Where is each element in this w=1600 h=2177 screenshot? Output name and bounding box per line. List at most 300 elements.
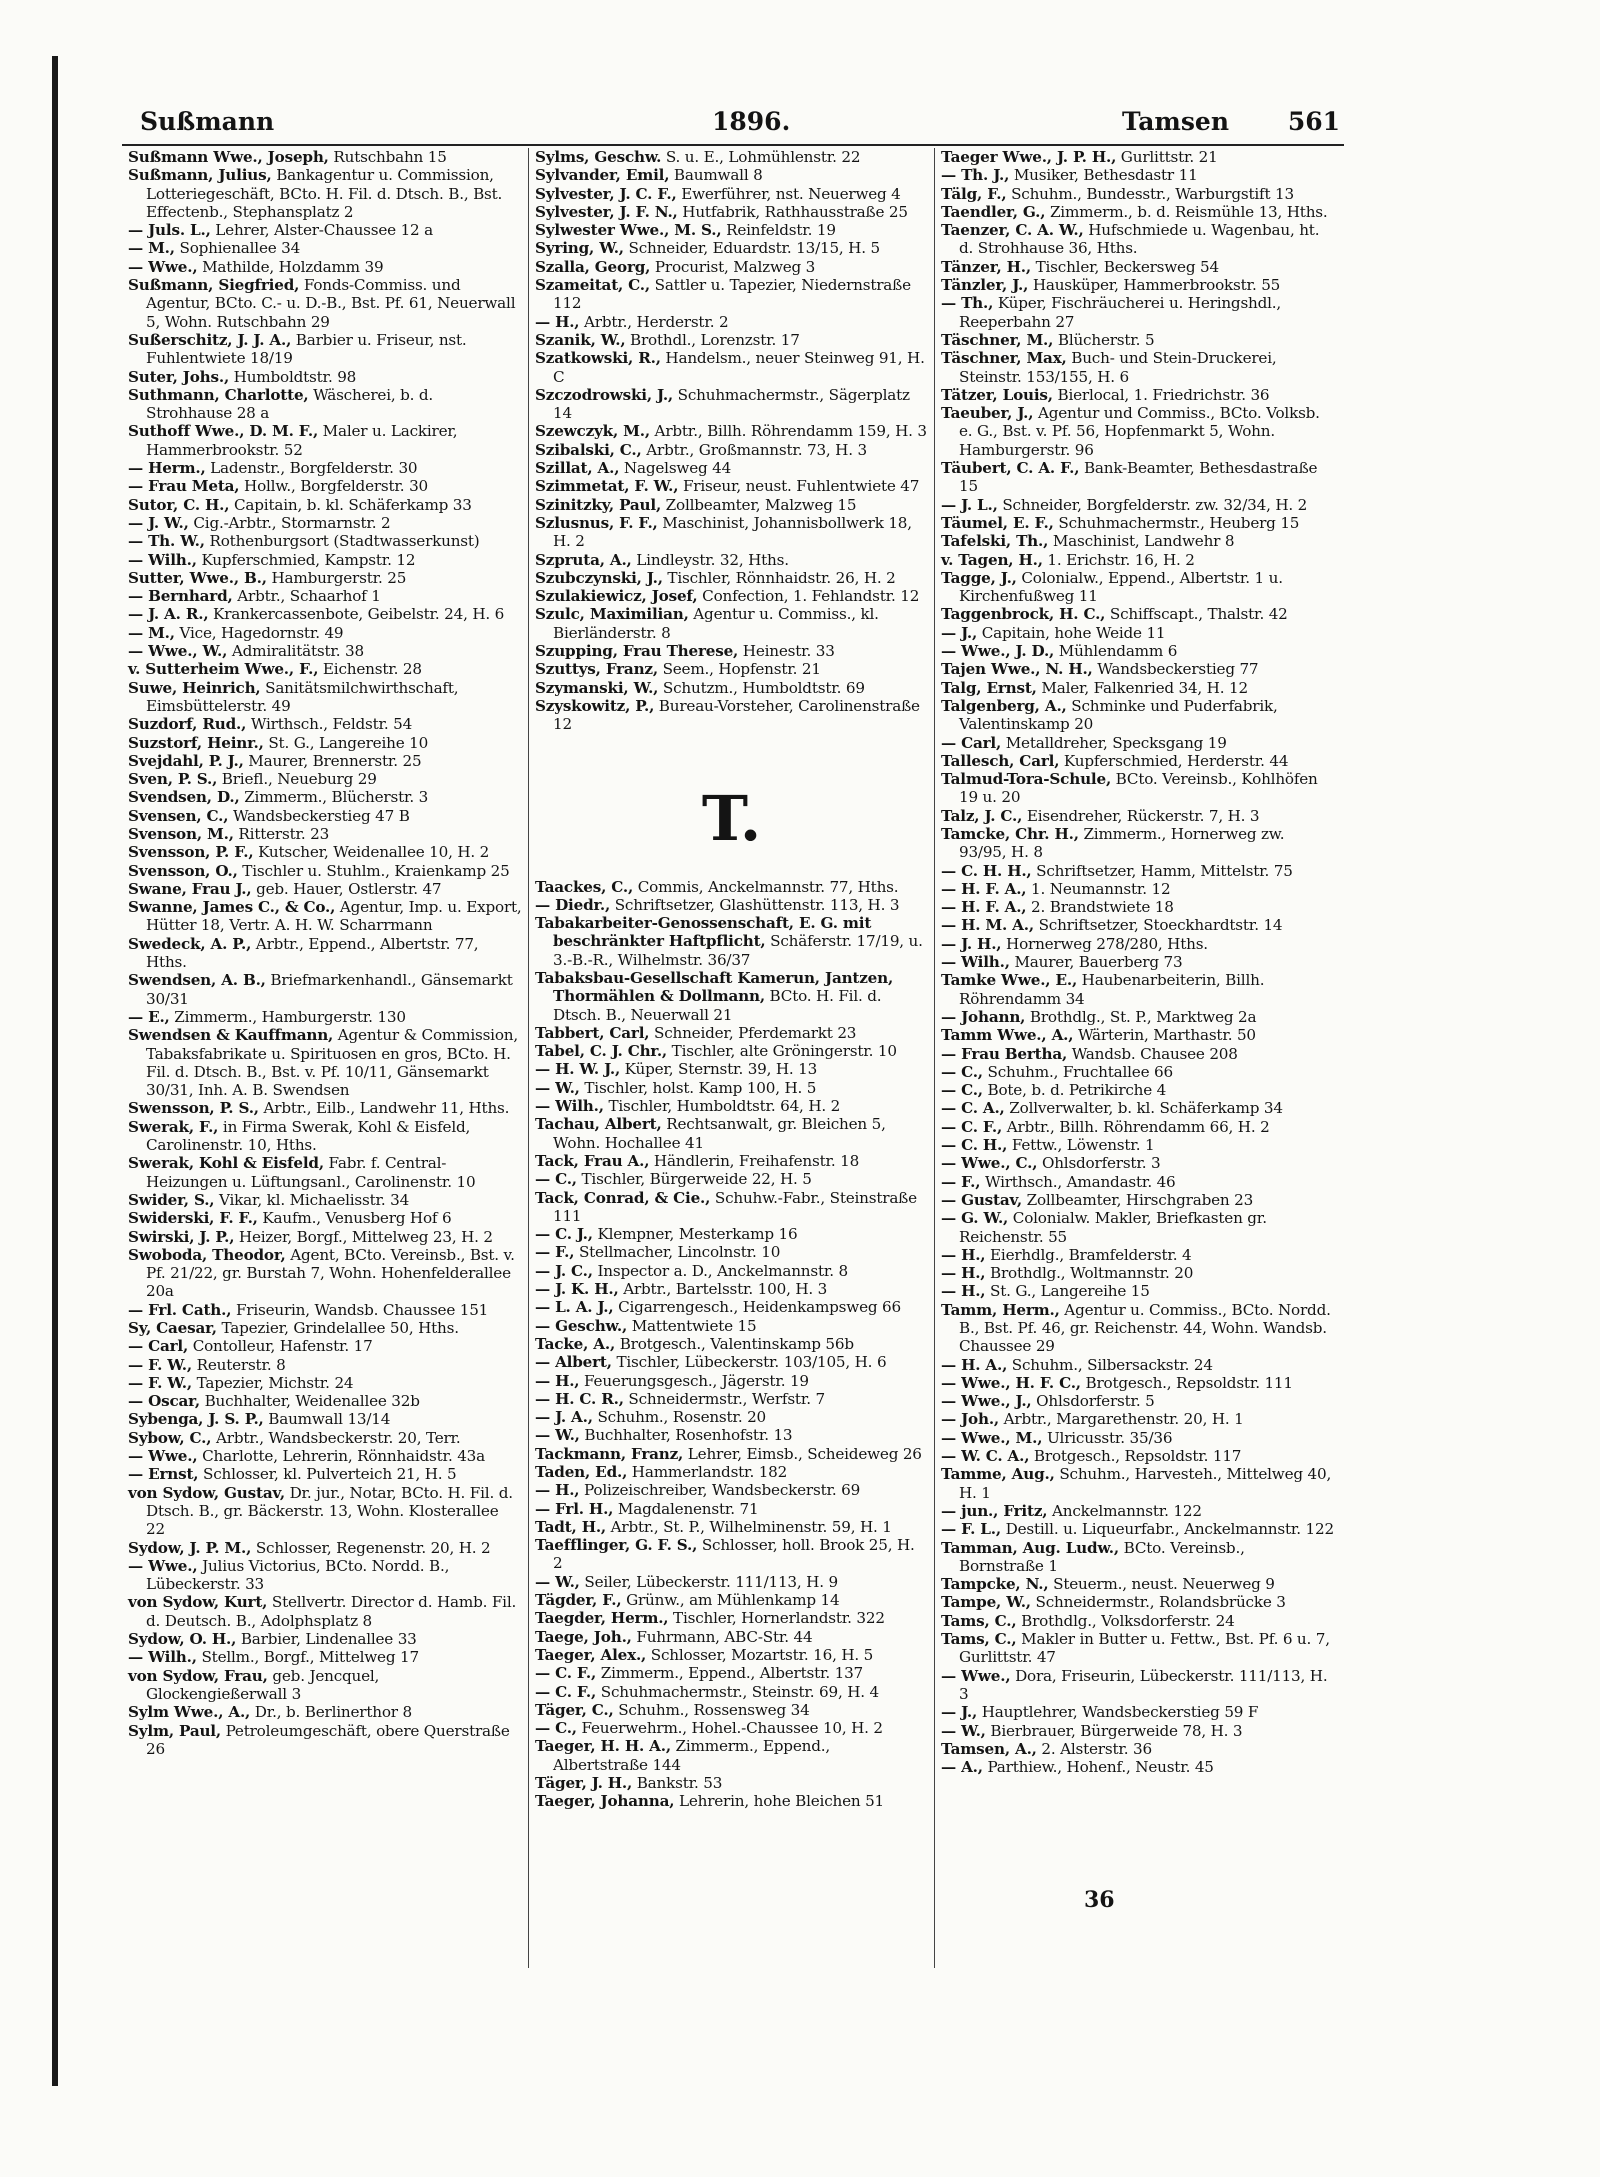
directory-entry	[535, 477, 928, 495]
directory-entry	[941, 185, 1334, 203]
entry-name: — H.,	[535, 1481, 580, 1500]
directory-entry	[535, 896, 928, 914]
directory-entry	[128, 368, 522, 386]
directory-entry	[941, 1081, 1334, 1099]
entry-name: Taendler, G.,	[941, 202, 1046, 221]
sheet-number: 36	[1084, 1887, 1115, 1913]
entry-details: Petroleumgeschäft, obere Querstraße 26	[146, 1721, 510, 1758]
entry-details: Colonialw. Makler, Briefkasten gr. Reichenstr. 55	[959, 1209, 1267, 1246]
entry-details: Schlosser, Mozartstr. 16, H. 5	[646, 1645, 874, 1664]
entry-details: Bierbrauer, Bürgerweide 78, H. 3	[985, 1721, 1243, 1740]
directory-entry	[941, 953, 1334, 971]
directory-entry	[128, 1026, 522, 1099]
entry-name: Swane, Frau J.,	[128, 879, 252, 898]
entry-details: Schuhm., Harvesteh., Mittelweg 40, H. 1	[959, 1465, 1332, 1502]
entry-details: Anckelmannstr. 122	[1047, 1501, 1202, 1520]
entry-name: Tams, C.,	[941, 1611, 1017, 1630]
directory-entry	[941, 1246, 1334, 1264]
entry-details: Sophienallee 34	[174, 239, 301, 258]
directory-entry	[941, 1392, 1334, 1410]
directory-entry	[941, 916, 1334, 934]
directory-entry	[941, 935, 1334, 953]
directory-entry	[128, 532, 522, 550]
entry-details: Tischler u. Stuhlm., Kraienkamp 25	[237, 861, 510, 880]
directory-entry	[941, 1447, 1334, 1465]
directory-entry	[128, 276, 522, 331]
entry-details: Brotgesch., Repsoldstr. 117	[1029, 1447, 1242, 1466]
entry-name: Taackes, C.,	[535, 877, 634, 896]
directory-entry	[128, 422, 522, 459]
entry-name: Tamm, Herm.,	[941, 1300, 1060, 1319]
entry-name: Täger, C.,	[535, 1700, 614, 1719]
entry-name: Swendsen & Kauffmann,	[128, 1026, 334, 1045]
directory-entry	[128, 1356, 522, 1374]
entry-details: Barbier, Lindenallee 33	[236, 1630, 417, 1649]
entry-name: Tackmann, Franz,	[535, 1444, 684, 1463]
directory-entry	[535, 551, 928, 569]
entry-details: Brothdlg., Volksdorferstr. 24	[1016, 1611, 1235, 1630]
directory-entry	[941, 1374, 1334, 1392]
directory-entry	[128, 1118, 522, 1155]
entry-name: — A.,	[941, 1758, 983, 1777]
entry-details: Makler in Butter u. Fettw., Bst. Pf. 6 u. 7, Gurlittstr. 47	[959, 1630, 1330, 1667]
entry-name: — E.,	[128, 1007, 170, 1026]
entry-name: — M.,	[128, 239, 175, 258]
entry-name: Szimmetat, F. W.,	[535, 477, 679, 496]
directory-entry	[128, 898, 522, 935]
entry-name: Tafelski, Th.,	[941, 532, 1049, 551]
directory-entry	[941, 1136, 1334, 1154]
directory-entry	[128, 1447, 522, 1465]
entry-name: — H.,	[535, 312, 580, 331]
directory-entry	[941, 1740, 1334, 1758]
directory-entry	[941, 1539, 1334, 1576]
entry-name: — J. C.,	[535, 1261, 593, 1280]
directory-entry	[535, 514, 928, 551]
entry-name: — C.,	[535, 1719, 577, 1738]
entry-details: Sattler u. Tapezier, Niedernstraße 112	[553, 276, 911, 313]
entry-name: Sy, Caesar,	[128, 1319, 217, 1337]
entry-details: Buchhalter, Rosenhofstr. 13	[579, 1426, 793, 1445]
entry-name: — Wwe., J.,	[941, 1392, 1032, 1411]
directory-entry	[535, 1609, 928, 1627]
entry-name: — J. H.,	[941, 934, 1002, 953]
page-number: 561	[1287, 107, 1340, 136]
entry-details: Sanitätsmilchwirthschaft, Eimsbüttelerstr. 49	[146, 678, 459, 715]
entry-name: Täumel, E. F.,	[941, 513, 1054, 532]
directory-entry	[941, 221, 1334, 258]
entry-name: Sylm, Paul,	[128, 1721, 221, 1740]
entry-name: Swendsen, A. B.,	[128, 971, 266, 990]
directory-entry	[535, 642, 928, 660]
entry-details: Schminke und Puderfabrik, Valentinskamp 20	[959, 696, 1278, 734]
entry-name: Szczodrowski, J.,	[535, 385, 674, 404]
directory-entry	[941, 386, 1334, 404]
entry-name: — Gustav,	[941, 1190, 1022, 1209]
entry-name: Tachau, Albert,	[535, 1115, 662, 1134]
entry-details: Arbtr., Schaarhof 1	[232, 587, 381, 606]
directory-entry	[535, 166, 928, 184]
directory-entry	[128, 1410, 522, 1428]
entry-name: Swanne, James C., & Co.,	[128, 898, 336, 917]
directory-entry	[128, 679, 522, 716]
directory-entry	[535, 660, 928, 678]
directory-entry	[535, 1591, 928, 1609]
directory-entry	[128, 148, 522, 166]
entry-details: Dr., b. Berlinerthor 8	[250, 1703, 412, 1722]
entry-name: Tamm Wwe., A.,	[941, 1026, 1074, 1045]
entry-name: Taeuber, J.,	[941, 404, 1034, 423]
directory-entry	[535, 914, 928, 969]
directory-entry	[941, 258, 1334, 276]
entry-name: — H. F. A.,	[941, 879, 1027, 898]
entry-details: Schneider, Borgfelderstr. zw. 32/34, H. 2	[997, 495, 1308, 514]
directory-entry	[941, 1410, 1334, 1428]
entry-name: Suter, Johs.,	[128, 367, 230, 386]
entry-name: Tabel, C. J. Chr.,	[535, 1042, 668, 1061]
directory-entry	[941, 1722, 1334, 1740]
entry-name: von Sydow, Kurt,	[128, 1593, 268, 1612]
directory-entry	[128, 1191, 522, 1209]
entry-details: Tischler, holst. Kamp 100, H. 5	[579, 1078, 817, 1097]
directory-entry	[941, 1575, 1334, 1593]
entry-name: — jun., Fritz,	[941, 1501, 1048, 1520]
entry-name: Swerak, F.,	[128, 1117, 219, 1136]
directory-entry	[535, 349, 928, 386]
entry-name: Syring, W.,	[535, 239, 624, 258]
directory-entry	[128, 1008, 522, 1026]
entry-details: Arbtr., Bartelsstr. 100, H. 3	[618, 1280, 828, 1299]
entry-name: — Johann,	[941, 1007, 1026, 1026]
entry-details: Kupferschmied, Herderstr. 44	[1059, 751, 1289, 770]
entry-details: Bankstr. 53	[632, 1774, 723, 1793]
entry-details: Arbtr., Billh. Röhrendamm 159, H. 3	[649, 422, 927, 441]
directory-entry	[535, 1372, 928, 1390]
entry-details: Klempner, Mesterkamp 16	[592, 1225, 798, 1244]
entry-details: Arbtr., Eppend., Albertstr. 77, Hths.	[146, 934, 479, 972]
entry-details: Küper, Sternstr. 39, H. 13	[620, 1060, 818, 1079]
directory-entry	[128, 862, 522, 880]
entry-details: Lehrer, Eimsb., Scheideweg 26	[683, 1444, 922, 1463]
entry-details: Tischler, Lübeckerstr. 103/105, H. 6	[611, 1353, 887, 1372]
entry-name: — Wilh.,	[535, 1097, 604, 1116]
entry-name: — F. W.,	[128, 1355, 192, 1374]
directory-entry	[941, 294, 1334, 331]
entry-name: — C. H.,	[941, 1136, 1008, 1155]
entry-details: Feuerwehrm., Hohel.-Chaussee 10, H. 2	[576, 1719, 883, 1738]
directory-entry	[941, 276, 1334, 294]
directory-entry	[535, 1426, 928, 1444]
directory-entry	[941, 1593, 1334, 1611]
entry-details: Blücherstr. 5	[1053, 330, 1155, 349]
entry-details: Zimmerm., Hornerweg zw. 93/95, H. 8	[959, 824, 1285, 862]
directory-entry	[941, 569, 1334, 606]
directory-entry	[941, 496, 1334, 514]
entry-name: Täschner, M.,	[941, 330, 1054, 349]
entry-name: Svensen, C.,	[128, 806, 229, 825]
entry-details: Handelsm., neuer Steinweg 91, H. C	[553, 349, 925, 386]
entry-details: Agent, BCto. Vereinsb., Bst. v. Pf. 21/22, gr. Burstah 7, Wohn. Hohenfelderallee 20a	[146, 1245, 515, 1301]
entry-details: Arbtr., Großmannstr. 73, H. 3	[641, 440, 867, 459]
entry-name: Tägder, F.,	[535, 1591, 622, 1610]
entry-name: Szibalski, C.,	[535, 440, 642, 459]
directory-entry	[941, 1356, 1334, 1374]
entry-details: Stellvertr. Director d. Hamb. Fil. d. Deutsch. B., Adolphsplatz 8	[146, 1593, 517, 1630]
entry-name: — J. A.,	[535, 1408, 593, 1427]
entry-details: Brothdlg., Woltmannstr. 20	[985, 1264, 1194, 1283]
entry-details: geb. Hauer, Ostlerstr. 47	[251, 879, 442, 898]
directory-entry	[535, 679, 928, 697]
entry-name: v. Sutterheim Wwe., F.,	[128, 660, 319, 679]
entry-details: Schriftsetzer, Glashüttenstr. 113, H. 3	[610, 895, 900, 914]
entry-name: Szlusnus, F. F.,	[535, 513, 658, 532]
directory-entry	[535, 258, 928, 276]
entry-details: in Firma Swerak, Kohl & Eisfeld, Carolinenstr. 10, Hths.	[146, 1117, 471, 1155]
entry-name: — F. L.,	[941, 1520, 1001, 1539]
entry-name: Tampcke, N.,	[941, 1575, 1049, 1594]
directory-entry	[535, 1573, 928, 1591]
entry-name: Tamke Wwe., E.,	[941, 971, 1078, 990]
entry-name: Taeger Wwe., J. P. H.,	[941, 148, 1117, 166]
entry-name: — H.,	[941, 1264, 986, 1283]
entry-details: Heinestr. 33	[738, 642, 835, 661]
entry-name: Tacke, A.,	[535, 1334, 616, 1353]
entry-details: Hammerlandstr. 182	[627, 1463, 788, 1481]
directory-entry	[535, 276, 928, 313]
directory-entry	[535, 1280, 928, 1298]
entry-details: Inspector a. D., Anckelmannstr. 8	[592, 1261, 848, 1280]
entry-name: — Wwe., W.,	[128, 642, 228, 661]
entry-name: — Frl. H.,	[535, 1499, 614, 1518]
entry-name: — H. C. R.,	[535, 1389, 624, 1408]
entry-name: — W. C. A.,	[941, 1447, 1030, 1466]
directory-entry	[941, 734, 1334, 752]
directory-entry	[535, 1481, 928, 1499]
directory-entry	[535, 441, 928, 459]
entry-name: — H.,	[941, 1245, 986, 1264]
directory-entry	[535, 969, 928, 1024]
entry-details: Maschinist, Johannisbollwerk 18, H. 2	[553, 513, 912, 551]
entry-name: — C.,	[941, 1062, 983, 1081]
entry-name: Sußmann, Julius,	[128, 166, 272, 185]
entry-name: — Juls. L.,	[128, 221, 211, 240]
entry-details: Schlosser, kl. Pulverteich 21, H. 5	[198, 1465, 457, 1484]
entry-details: Buchhalter, Weidenallee 32b	[199, 1392, 420, 1411]
entry-name: Tadt, H.,	[535, 1517, 607, 1536]
directory-entry	[128, 331, 522, 368]
entry-details: Ewerführer, nst. Neuerweg 4	[676, 184, 901, 203]
entry-details: St. G., Langereihe 15	[985, 1282, 1150, 1301]
entry-name: — C.,	[535, 1170, 577, 1189]
entry-details: Arbtr., Billh. Röhrendamm 66, H. 2	[1002, 1117, 1270, 1136]
entry-details: Agentur, Imp. u. Export, Hütter 18, Vertr. A. H. W. Scharrmann	[146, 898, 522, 935]
entry-name: Szuttys, Franz,	[535, 660, 658, 679]
directory-entry	[128, 587, 522, 605]
entry-details: Grünw., am Mühlenkamp 14	[621, 1591, 840, 1610]
entry-details: Schuhmachermstr., Sägerplatz 14	[553, 385, 910, 423]
entry-details: Arbtr., Eilb., Landwehr 11, Hths.	[258, 1099, 510, 1118]
entry-name: — F.,	[941, 1172, 981, 1191]
entry-name: Szymanski, W.,	[535, 678, 659, 697]
entry-details: Cigarrengesch., Heidenkampsweg 66	[613, 1298, 901, 1317]
directory-entry	[128, 935, 522, 972]
entry-name: Tampe, W.,	[941, 1593, 1031, 1612]
entry-details: Dora, Friseurin, Lübeckerstr. 111/113, H. 3	[959, 1666, 1328, 1703]
entry-name: — Albert,	[535, 1353, 612, 1372]
directory-entry	[941, 404, 1334, 459]
directory-entry	[941, 605, 1334, 623]
directory-entry	[128, 221, 522, 239]
entry-details: Bureau-Vorsteher, Carolinenstraße 12	[553, 696, 920, 734]
directory-entry	[535, 1060, 928, 1078]
directory-entry	[535, 1792, 928, 1810]
entry-details: Schneidermstr., Rolandsbrücke 3	[1030, 1593, 1286, 1612]
entry-name: Tätzer, Louis,	[941, 385, 1053, 404]
directory-entry	[941, 1465, 1334, 1502]
entry-details: Ladenstr., Borgfelderstr. 30	[205, 459, 418, 478]
directory-entry	[535, 496, 928, 514]
entry-name: Sußmann, Siegfried,	[128, 276, 300, 295]
directory-entry	[535, 878, 928, 896]
entry-details: Krankercassenbote, Geibelstr. 24, H. 6	[208, 605, 505, 624]
entry-details: Schuhmachermstr., Steinstr. 69, H. 4	[596, 1682, 879, 1701]
directory-entry	[941, 971, 1334, 1008]
entry-name: Sybow, C.,	[128, 1428, 212, 1447]
entry-name: — Th. J.,	[941, 166, 1010, 185]
directory-entry	[535, 1335, 928, 1353]
entry-name: — J. W.,	[128, 513, 189, 532]
entry-details: Stellmacher, Lincolnstr. 10	[574, 1243, 781, 1262]
entry-details: Hamburgerstr. 25	[266, 568, 407, 587]
entry-name: Sutor, C. H.,	[128, 495, 230, 514]
entry-details: Friseurin, Wandsb. Chaussee 151	[231, 1300, 489, 1319]
entry-details: Kaufm., Venusberg Hof 6	[257, 1209, 452, 1228]
entry-details: Hufschmiede u. Wagenbau, ht. d. Strohhause 36, Hths.	[959, 221, 1320, 258]
entry-details: Schlosser, holl. Brook 25, H. 2	[553, 1536, 915, 1573]
entry-name: — M.,	[128, 623, 175, 642]
directory-entry	[128, 880, 522, 898]
entry-details: Metalldreher, Specksgang 19	[1001, 733, 1227, 752]
directory-entry	[535, 331, 928, 349]
entry-details: Reuterstr. 8	[191, 1355, 286, 1374]
entry-details: Schuhm., Rossensweg 34	[613, 1700, 810, 1719]
entry-name: Sydow, J. P. M.,	[128, 1538, 252, 1557]
directory-entry	[535, 1170, 928, 1188]
directory-entry	[941, 862, 1334, 880]
entry-name: — Oscar,	[128, 1392, 200, 1411]
directory-entry	[535, 386, 928, 423]
entry-details: BCto. Vereinsb., Bornstraße 1	[959, 1538, 1245, 1575]
entry-name: Swedeck, A. P.,	[128, 934, 252, 953]
entry-details: Maschinist, Landwehr 8	[1048, 532, 1235, 551]
entry-details: Friseur, neust. Fuhlentwiete 47	[678, 477, 920, 496]
entry-details: Brotgesch., Repsoldstr. 111	[1080, 1373, 1293, 1392]
entry-details: 1. Erichstr. 16, H. 2	[1042, 550, 1195, 569]
entry-name: Tams, C.,	[941, 1630, 1017, 1649]
entry-details: BCto. H. Fil. d. Dtsch. B., Neuerwall 21	[553, 987, 882, 1024]
directory-entry	[128, 1630, 522, 1648]
entry-name: — Wilh.,	[128, 550, 197, 569]
entry-details: Rothenburgsort (Stadtwasserkunst)	[204, 532, 480, 551]
entry-name: Szyskowitz, P.,	[535, 696, 655, 715]
entry-details: Schuhm., Rosenstr. 20	[592, 1408, 767, 1427]
directory-entry	[535, 1628, 928, 1646]
entry-name: — C. F.,	[535, 1682, 597, 1701]
entry-name: Svensson, P. F.,	[128, 843, 254, 862]
entry-details: Ohlsdorferstr. 3	[1037, 1154, 1161, 1173]
entry-name: — Ernst,	[128, 1465, 199, 1484]
entry-details: Barbier u. Friseur, nst. Fuhlentwiete 18/19	[146, 330, 467, 368]
entry-details: 2. Brandstwiete 18	[1026, 898, 1174, 917]
entry-details: Agentur & Commission, Tabaksfabrikate u. Spirituosen en gros, BCto. H. Fil. d. Dtsch. B., Bst. v. Pf. 10/11, Gänsemarkt 30/31, Inh. A. B. Swendsen	[146, 1026, 518, 1100]
entry-name: — H. W. J.,	[535, 1060, 621, 1079]
entry-details: Schneidermstr., Werfstr. 7	[623, 1389, 825, 1408]
entry-name: Swensson, P. S.,	[128, 1099, 259, 1118]
entry-name: Taenzer, C. A. W.,	[941, 221, 1084, 240]
entry-details: Mühlendamm 6	[1054, 642, 1178, 661]
directory-entry	[535, 422, 928, 440]
entry-name: Szatkowski, R.,	[535, 349, 661, 368]
entry-name: — Carl,	[128, 1337, 189, 1356]
entry-name: Szubczynski, J.,	[535, 568, 663, 587]
directory-entry	[128, 1209, 522, 1227]
directory-entry	[941, 770, 1334, 807]
directory-entry	[941, 1209, 1334, 1246]
directory-entry	[941, 1703, 1334, 1721]
directory-entry	[941, 1173, 1334, 1191]
entry-name: Täschner, Max,	[941, 349, 1067, 368]
entry-details: Maurer, Brennerstr. 25	[243, 751, 422, 770]
entry-details: Stellm., Borgf., Mittelweg 17	[196, 1648, 419, 1667]
entry-details: Schuhm., Fruchtallee 66	[982, 1062, 1173, 1081]
directory-entry	[941, 203, 1334, 221]
entry-details: Lehrer, Alster-Chaussee 12 a	[210, 221, 433, 240]
directory-entry	[535, 1262, 928, 1280]
directory-entry	[941, 1264, 1334, 1282]
entry-name: Suzstorf, Heinr.,	[128, 733, 264, 752]
entry-details: Julius Victorius, BCto. Nordd. B., Lübeckerstr. 33	[146, 1556, 450, 1594]
entry-details: Fonds-Commiss. und Agentur, BCto. C.- u. D.-B., Bst. Pf. 61, Neuerwall 5, Wohn. Rutschbahn 29	[146, 276, 516, 331]
directory-entry	[128, 1301, 522, 1319]
entry-details: Wirthsch., Feldstr. 54	[246, 715, 413, 734]
entry-name: Szulc, Maximilian,	[535, 605, 689, 624]
entry-name: Tallesch, Carl,	[941, 751, 1060, 770]
entry-details: Fettw., Löwenstr. 1	[1007, 1136, 1155, 1155]
entry-details: Haubenarbeiterin, Billh. Röhrendamm 34	[959, 971, 1265, 1008]
entry-details: Magdalenenstr. 71	[613, 1499, 759, 1518]
directory-entry	[128, 1319, 522, 1337]
entry-name: Tajen Wwe., N. H.,	[941, 660, 1093, 679]
entry-details: Rutschbahn 15	[328, 148, 447, 166]
entry-name: Täger, J. H.,	[535, 1774, 633, 1793]
entry-name: Tamcke, Chr. H.,	[941, 824, 1079, 843]
entry-name: Suwe, Heinrich,	[128, 678, 261, 697]
entry-details: Gurlittstr. 21	[1116, 148, 1218, 166]
directory-entry	[535, 697, 928, 734]
directory-entry	[128, 166, 522, 221]
entry-details: Zimmerm., Hamburgerstr. 130	[169, 1007, 406, 1026]
entry-name: Swider, S.,	[128, 1190, 215, 1209]
directory-entry	[941, 1758, 1334, 1776]
entry-name: — Wwe.,	[128, 257, 198, 276]
directory-entry	[535, 1445, 928, 1463]
directory-entry	[128, 1539, 522, 1557]
entry-name: — H. A.,	[941, 1355, 1008, 1374]
entry-name: Sußmann Wwe., Joseph,	[128, 148, 329, 166]
directory-entry	[535, 1719, 928, 1737]
entry-name: Szewczyk, M.,	[535, 422, 650, 441]
entry-name: Tabaksbau-Gesellschaft Kamerun, Jantzen, Thormählen & Dollmann,	[535, 968, 894, 1006]
